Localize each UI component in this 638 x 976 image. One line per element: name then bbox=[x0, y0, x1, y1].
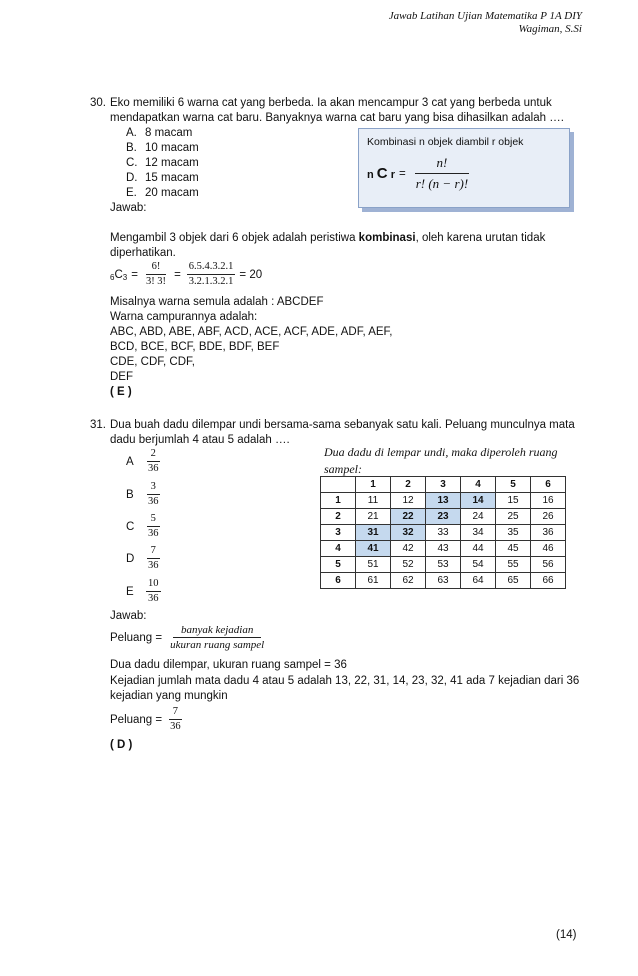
q30-list-line: CDE, CDF, CDF, bbox=[110, 356, 195, 368]
formula-denominator: r! (n − r)! bbox=[415, 176, 469, 191]
combination-formula-box bbox=[358, 128, 570, 208]
table-cell: 46 bbox=[531, 541, 566, 557]
table-cell: 41 bbox=[356, 541, 391, 557]
sample-space-table bbox=[320, 476, 566, 589]
table-cell: 15 bbox=[496, 493, 531, 509]
table-cell: 35 bbox=[496, 525, 531, 541]
q30-question-line2: mendapatkan warna cat baru. Banyaknya warna cat baru yang bisa dihasilkan adalah …. bbox=[110, 112, 564, 124]
q31-option-a bbox=[126, 448, 161, 475]
q30-option-text: 15 macam bbox=[145, 172, 199, 184]
table-header-cell: 2 bbox=[391, 477, 426, 493]
q31-option-e bbox=[126, 578, 161, 605]
explanation-text: Mengambil 3 objek dari 6 objek adalah peristiwa bbox=[110, 232, 359, 244]
q30-list-line: BCD, BCE, BCF, BDE, BDF, BEF bbox=[110, 341, 280, 353]
table-cell: 52 bbox=[391, 557, 426, 573]
table-row-header: 1 bbox=[321, 493, 356, 509]
calc-equals: = bbox=[174, 268, 181, 281]
table-cell: 51 bbox=[356, 557, 391, 573]
sample-note-line1: Dua dadu di lempar undi, maka diperoleh ruang bbox=[324, 445, 558, 459]
q31-solution-line: kejadian yang mungkin bbox=[110, 690, 228, 702]
option-fraction bbox=[146, 578, 161, 605]
table-cell: 23 bbox=[426, 509, 461, 525]
table-header-row bbox=[321, 477, 566, 493]
table-cell: 25 bbox=[496, 509, 531, 525]
table-header-cell: 4 bbox=[461, 477, 496, 493]
q30-jawab-label: Jawab: bbox=[110, 202, 147, 214]
header-author: Wagiman, S.Si bbox=[518, 23, 582, 35]
peluang-numerator: banyak kejadian bbox=[173, 624, 261, 638]
table-header-cell bbox=[321, 477, 356, 493]
q31-option-d bbox=[126, 545, 161, 572]
q30-list-line: ABC, ABD, ABE, ABF, ACD, ACE, ACF, ADE, ADF, AEF, bbox=[110, 326, 393, 338]
q31-peluang-formula bbox=[110, 624, 266, 651]
option-numerator: 2 bbox=[147, 448, 160, 462]
q31-number: 31. bbox=[90, 419, 106, 431]
table-cell: 21 bbox=[356, 509, 391, 525]
q30-explanation-line2: diperhatikan. bbox=[110, 247, 176, 259]
option-letter: A bbox=[126, 455, 134, 468]
table-header-cell: 6 bbox=[531, 477, 566, 493]
table-cell: 24 bbox=[461, 509, 496, 525]
option-fraction bbox=[146, 481, 161, 508]
q31-jawab-label: Jawab: bbox=[110, 610, 147, 622]
table-cell: 16 bbox=[531, 493, 566, 509]
calc-fraction-1-num: 6! bbox=[146, 261, 167, 275]
page-number: (14) bbox=[556, 929, 577, 941]
q30-answer: ( E ) bbox=[110, 386, 132, 398]
q30-question-line1: Eko memiliki 6 warna cat yang berbeda. Ia akan mencampur 3 cat yang berbeda untuk bbox=[110, 97, 552, 109]
q30-option-letter: B. bbox=[126, 142, 137, 154]
q30-option-letter: D. bbox=[126, 172, 138, 184]
formula-fraction bbox=[412, 155, 472, 192]
option-fraction bbox=[146, 448, 161, 475]
option-numerator: 7 bbox=[147, 545, 160, 559]
option-numerator: 10 bbox=[146, 578, 161, 592]
q30-option-text: 12 macam bbox=[145, 157, 199, 169]
table-row bbox=[321, 573, 566, 589]
sample-space-note bbox=[324, 444, 584, 478]
ncr-c: C bbox=[376, 165, 388, 182]
peluang-fraction bbox=[168, 624, 266, 651]
q30-explanation-line1 bbox=[110, 231, 545, 246]
q30-calculation bbox=[110, 261, 262, 288]
table-cell: 43 bbox=[426, 541, 461, 557]
table-row bbox=[321, 541, 566, 557]
table-row bbox=[321, 493, 566, 509]
option-fraction bbox=[146, 513, 161, 540]
formula-equals: = bbox=[398, 167, 406, 180]
peluang-result-fraction bbox=[168, 706, 183, 733]
table-cell: 22 bbox=[391, 509, 426, 525]
table-cell: 44 bbox=[461, 541, 496, 557]
q30-number: 30. bbox=[90, 97, 106, 109]
formula-box-title: Kombinasi n objek diambil r objek bbox=[367, 136, 524, 148]
option-denominator: 36 bbox=[148, 560, 159, 571]
table-cell: 55 bbox=[496, 557, 531, 573]
table-row bbox=[321, 525, 566, 541]
q31-option-b bbox=[126, 481, 161, 508]
calc-subscript-right: 3 bbox=[122, 273, 128, 282]
q30-list-line: Misalnya warna semula adalah : ABCDEF bbox=[110, 296, 324, 308]
table-header-cell: 1 bbox=[356, 477, 391, 493]
q31-answer: ( D ) bbox=[110, 739, 133, 751]
q31-question-line1: Dua buah dadu dilempar undi bersama-sama sebanyak satu kali. Peluang munculnya mata bbox=[110, 419, 575, 431]
option-letter: D bbox=[126, 552, 135, 565]
table-cell: 42 bbox=[391, 541, 426, 557]
q30-option-letter: A. bbox=[126, 127, 137, 139]
calc-fraction-1 bbox=[144, 261, 168, 288]
table-cell: 31 bbox=[356, 525, 391, 541]
option-denominator: 36 bbox=[148, 593, 159, 604]
combination-formula bbox=[367, 155, 472, 192]
q31-solution-line: Kejadian jumlah mata dadu 4 atau 5 adalah 13, 22, 31, 14, 23, 32, 41 ada 7 kejadian dari 36 bbox=[110, 675, 580, 687]
option-numerator: 5 bbox=[147, 513, 160, 527]
ncr-r: r bbox=[390, 169, 395, 181]
table-cell: 33 bbox=[426, 525, 461, 541]
table-cell: 13 bbox=[426, 493, 461, 509]
table-cell: 26 bbox=[531, 509, 566, 525]
option-fraction bbox=[146, 545, 161, 572]
table-row bbox=[321, 557, 566, 573]
q30-option-text: 20 macam bbox=[145, 187, 199, 199]
table-row bbox=[321, 509, 566, 525]
table-row-header: 5 bbox=[321, 557, 356, 573]
calc-fraction-2 bbox=[187, 261, 236, 288]
page-header bbox=[389, 10, 582, 36]
peluang-denominator: ukuran ruang sampel bbox=[170, 639, 265, 651]
calc-fraction-1-den: 3! 3! bbox=[145, 276, 167, 287]
q30-option-text: 8 macam bbox=[145, 127, 193, 139]
calc-subscript-left: 6 bbox=[110, 273, 115, 282]
formula-numerator: n! bbox=[415, 155, 470, 174]
q31-option-c bbox=[126, 513, 161, 540]
table-row-header: 6 bbox=[321, 573, 356, 589]
table-cell: 62 bbox=[391, 573, 426, 589]
q30-list-line: DEF bbox=[110, 371, 133, 383]
option-letter: C bbox=[126, 520, 135, 533]
q31-question-line2: dadu berjumlah 4 atau 5 adalah …. bbox=[110, 434, 290, 446]
table-cell: 63 bbox=[426, 573, 461, 589]
option-letter: E bbox=[126, 585, 134, 598]
table-cell: 11 bbox=[356, 493, 391, 509]
option-letter: B bbox=[126, 488, 134, 501]
table-header-cell: 5 bbox=[496, 477, 531, 493]
option-denominator: 36 bbox=[148, 463, 159, 474]
table-cell: 32 bbox=[391, 525, 426, 541]
q31-peluang-result bbox=[110, 706, 183, 733]
table-row-header: 3 bbox=[321, 525, 356, 541]
calc-result: = 20 bbox=[239, 268, 263, 281]
q31-solution-line: Dua dadu dilempar, ukuran ruang sampel = 36 bbox=[110, 659, 347, 671]
calc-fraction-2-num: 6.5.4.3.2.1 bbox=[187, 261, 236, 275]
q30-option-letter: E. bbox=[126, 187, 137, 199]
table-cell: 61 bbox=[356, 573, 391, 589]
explanation-text: , oleh karena urutan tidak bbox=[415, 232, 546, 244]
peluang-result-denominator: 36 bbox=[170, 721, 181, 732]
table-header-cell: 3 bbox=[426, 477, 461, 493]
option-numerator: 3 bbox=[147, 481, 160, 495]
q30-list-line: Warna campurannya adalah: bbox=[110, 311, 258, 323]
q30-option-letter: C. bbox=[126, 157, 138, 169]
calc-c-symbol: C bbox=[114, 268, 123, 281]
calc-fraction-2-den: 3.2.1.3.2.1 bbox=[188, 276, 234, 287]
table-cell: 14 bbox=[461, 493, 496, 509]
peluang-label: Peluang = bbox=[110, 631, 163, 644]
option-denominator: 36 bbox=[148, 528, 159, 539]
calc-equals: = bbox=[131, 268, 138, 281]
table-cell: 34 bbox=[461, 525, 496, 541]
table-cell: 54 bbox=[461, 557, 496, 573]
table-row-header: 4 bbox=[321, 541, 356, 557]
option-denominator: 36 bbox=[148, 496, 159, 507]
table-cell: 45 bbox=[496, 541, 531, 557]
table-cell: 66 bbox=[531, 573, 566, 589]
table-row-header: 2 bbox=[321, 509, 356, 525]
table-cell: 64 bbox=[461, 573, 496, 589]
header-title: Jawab Latihan Ujian Matematika P 1A DIY bbox=[388, 10, 582, 22]
peluang-result-numerator: 7 bbox=[169, 706, 182, 720]
ncr-n: n bbox=[367, 169, 374, 181]
sample-note-line2: sampel: bbox=[324, 462, 362, 476]
table-cell: 56 bbox=[531, 557, 566, 573]
table-cell: 12 bbox=[391, 493, 426, 509]
table-cell: 36 bbox=[531, 525, 566, 541]
ncr-symbol bbox=[367, 165, 395, 182]
table-cell: 53 bbox=[426, 557, 461, 573]
explanation-keyword: kombinasi bbox=[358, 232, 416, 244]
q30-option-text: 10 macam bbox=[145, 142, 199, 154]
peluang-label: Peluang = bbox=[110, 713, 163, 726]
table-cell: 65 bbox=[496, 573, 531, 589]
